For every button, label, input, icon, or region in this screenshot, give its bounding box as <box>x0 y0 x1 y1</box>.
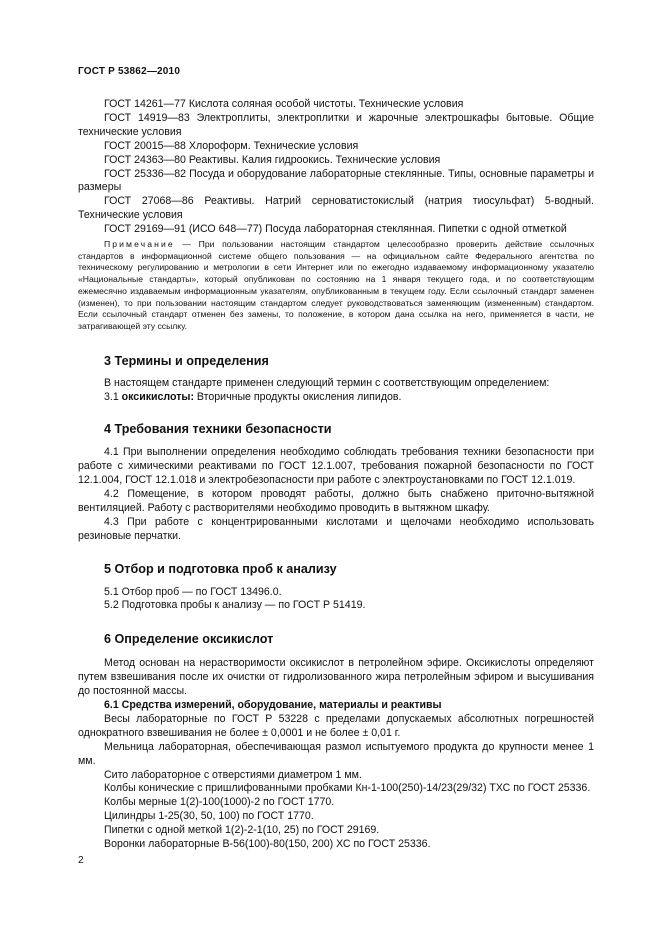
equipment-item: Цилиндры 1-25(30, 50, 100) по ГОСТ 1770. <box>104 810 314 823</box>
reference-item: ГОСТ 25336—82 Посуда и оборудование лабораторные стеклянные. Типы, основные параметры и размеры <box>78 167 594 194</box>
section-5-paragraph: 5.2 Подготовка пробы к анализу — по ГОСТ Р 51419. <box>104 599 366 612</box>
reference-item: ГОСТ 29169—91 (ИСО 648—77) Посуда лабораторная стеклянная. Пипетки с одной отметкой <box>104 223 567 236</box>
reference-item: ГОСТ 20015—88 Хлороформ. Технические условия <box>104 139 359 152</box>
equipment-item: Колбы конические с пришлифованными пробками Кн-1-100(250)-14/23(29/32) ТХС по ГОСТ 25336. <box>104 782 591 795</box>
equipment-item: Весы лабораторные по ГОСТ Р 53228 с пределами допускаемых абсолютных погрешностей однократного взвешивания не более ± 0,0001 и не более ± 0,01 г. <box>78 712 594 739</box>
section-5-paragraph: 5.1 Отбор проб — по ГОСТ 13496.0. <box>104 585 282 598</box>
references-list <box>78 98 594 237</box>
equipment-item: Колбы мерные 1(2)-100(1000)-2 по ГОСТ 1770. <box>104 796 335 809</box>
reference-note <box>78 239 594 333</box>
term-name: оксикислоты: <box>121 390 194 403</box>
section-4-paragraph: 4.2 Помещение, в котором проводят работы, должно быть снабжено приточно-вытяжной вентиляцией. Работу с растворителями необходимо проводить в вытяжном шкафу. <box>78 488 594 514</box>
section-4-paragraph: 4.1 При выполнении определения необходимо соблюдать требования техники безопасности при работе с химическими реактивами по ГОСТ 12.1.007, требования пожарной безопасности по ГОСТ 12.1.004, ГОСТ 12.1.018 и электробезопасности при работе с электроустановками по ГОСТ 12.1.019. <box>78 446 594 487</box>
equipment-item: Пипетки с одной меткой 1(2)-2-1(10, 25) по ГОСТ 29169. <box>104 824 380 837</box>
term-number: 3.1 <box>104 390 122 403</box>
equipment-item: Мельница лабораторная, обеспечивающая размол испытуемого продукта до крупности менее 1 мм. <box>78 740 594 767</box>
term-definition <box>78 391 594 405</box>
reference-item: ГОСТ 14261—77 Кислота соляная особой чистоты. Технические условия <box>104 98 464 110</box>
section-5-heading: 5 Отбор и подготовка проб к анализу <box>104 561 337 576</box>
note-text: — При пользовании настоящим стандартом целесообразно проверить действие ссылочных стандартов в информационной системе общего пользования — на официальном сайте Федерального агентства по техническому регулированию и метрологии в сети Интернет или по ежегодно издаваемому информационному указателю «Национальные стандарты», который опубликован по состоянию на 1 января текущего года, и по соответствующим ежемесячно издаваемым информационным указателям, опубликованным в текущем году. Если ссылочный стандарт заменен (изменен), то при пользовании настоящим стандартом следует руководствоваться заменяющим (измененным) стандартом. Если ссылочный стандарт отменен без замены, то положение, в котором дана ссылка на него, применяется в части, не затрагивающей эту ссылку. <box>78 239 594 331</box>
reference-item: ГОСТ 14919—83 Электроплиты, электроплитки и жарочные электрошкафы бытовые. Общие технические условия <box>78 111 594 138</box>
subsection-6-1-heading: 6.1 Средства измерений, оборудование, материалы и реактивы <box>104 699 442 711</box>
equipment-item: Воронки лабораторные В-56(100)-80(150, 200) ХС по ГОСТ 25336. <box>104 838 431 851</box>
document-body <box>78 98 594 852</box>
section-3-heading: 3 Термины и определения <box>104 353 269 368</box>
page-number: 2 <box>78 855 84 866</box>
note-label: Примечание <box>104 239 175 250</box>
section-4-paragraph: 4.3 При работе с концентрированными кислотами и щелочами необходимо использовать резиновые перчатки. <box>78 515 594 542</box>
term-text: Вторичные продукты окисления липидов. <box>193 390 402 403</box>
section-3-intro: В настоящем стандарте применен следующий термин с соответствующим определением: <box>104 376 550 389</box>
section-6-intro: Метод основан на нерастворимости оксикислот в петролейном эфире. Оксикислоты определяют путем взвешивания после их очистки от гидролизованного жира петролейным эфиром и высушивания до постоянной массы. <box>78 657 594 698</box>
section-4-heading: 4 Требования техники безопасности <box>104 422 332 437</box>
reference-item: ГОСТ 27068—86 Реактивы. Натрий серноватистокислый (натрия тиосульфат) 5-водный. Технические условия <box>78 195 594 222</box>
section-6-heading: 6 Определение оксикислот <box>104 632 274 647</box>
document-header: ГОСТ Р 53862—2010 <box>78 66 181 77</box>
equipment-item: Сито лабораторное с отверстиями диаметром 1 мм. <box>104 768 362 781</box>
reference-item: ГОСТ 24363—80 Реактивы. Калия гидроокись. Технические условия <box>104 153 441 166</box>
